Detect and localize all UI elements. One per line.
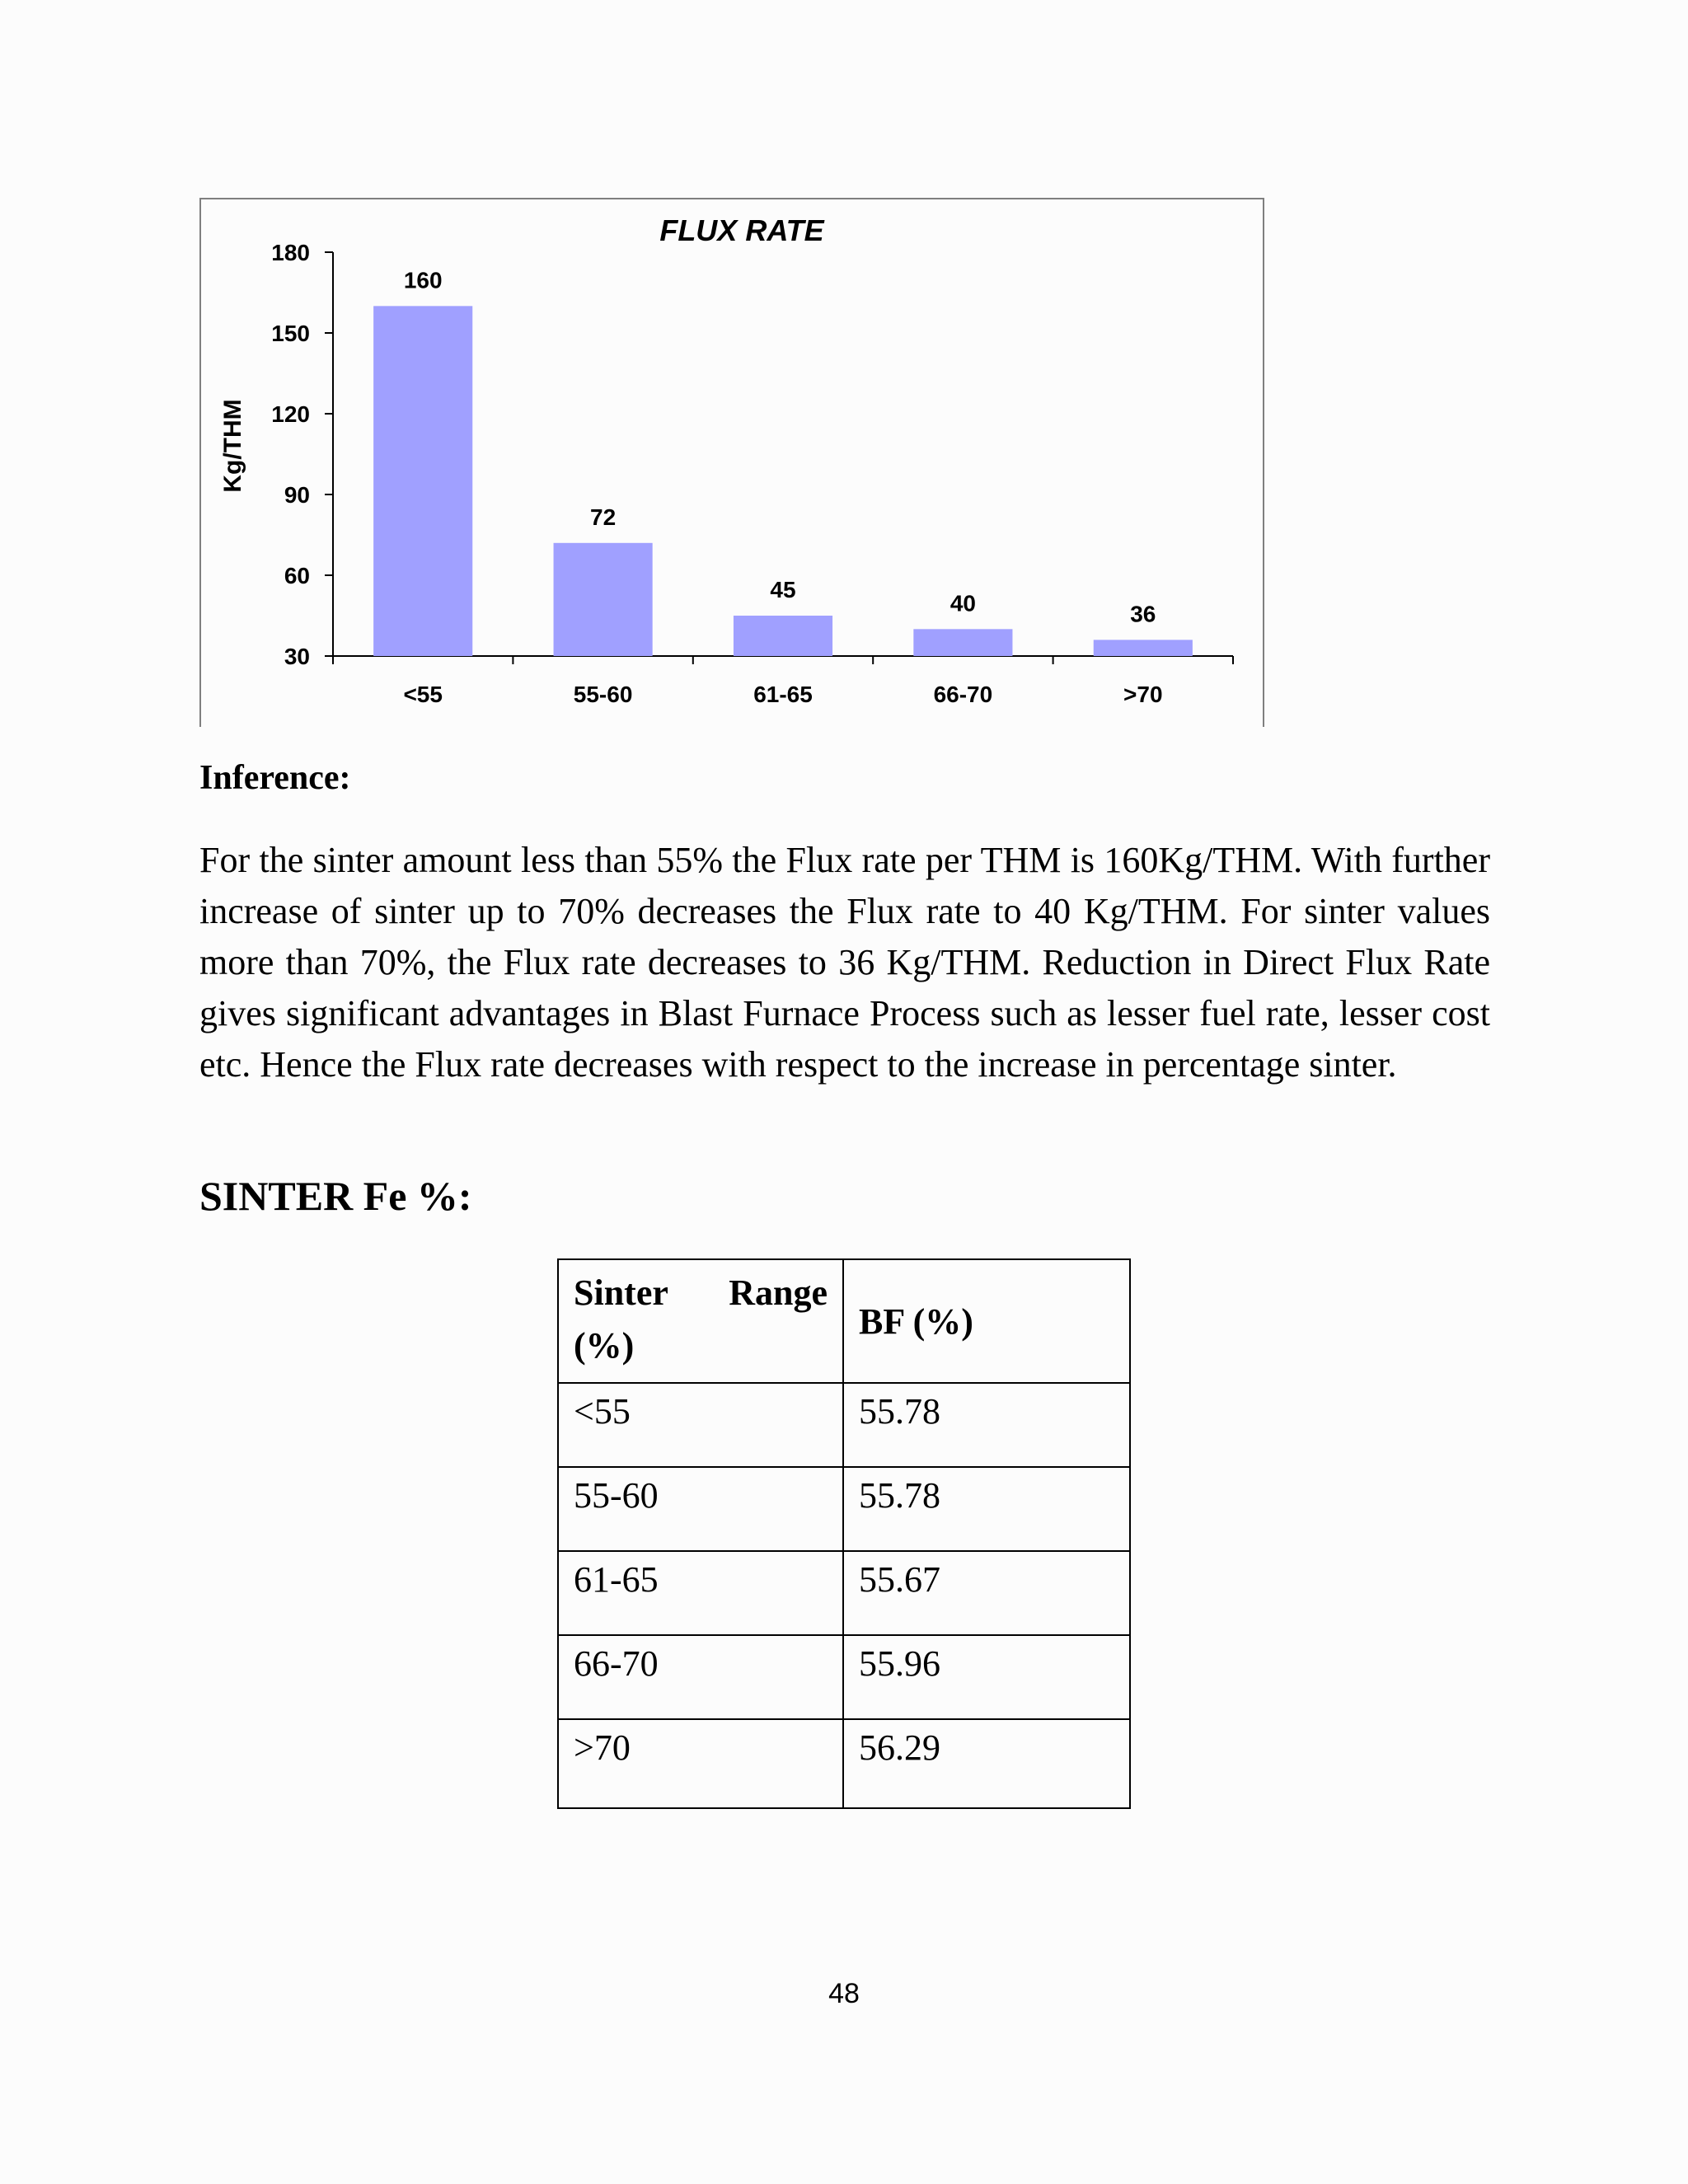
header-bf: BF (%): [843, 1259, 1130, 1383]
y-tick-label: 180: [271, 240, 310, 265]
data-label: 40: [950, 590, 976, 616]
sinter-fe-table: [557, 1258, 1131, 1809]
cell-sinter-range: 66-70: [558, 1635, 843, 1719]
inference-heading: Inference:: [199, 759, 351, 797]
data-label: 72: [590, 504, 617, 530]
page-number: 48: [828, 1978, 860, 2009]
y-axis-label: Kg/THM: [219, 399, 246, 493]
bar: [554, 543, 653, 656]
category-label: >70: [1123, 682, 1163, 707]
header-percent: (%): [574, 1325, 635, 1366]
table-row: [558, 1551, 1130, 1635]
y-tick-label: 120: [271, 401, 310, 427]
cell-bf-percent: 55.78: [843, 1467, 1130, 1551]
category-label: 66-70: [933, 682, 993, 707]
header-range-word: Range: [729, 1272, 828, 1313]
category-label: 55-60: [573, 682, 633, 707]
chart-title: FLUX RATE: [659, 213, 824, 247]
bar: [913, 629, 1012, 656]
bar: [1094, 640, 1193, 656]
bar: [734, 616, 832, 656]
table-row: [558, 1719, 1130, 1808]
category-label: <55: [403, 682, 443, 707]
y-tick-label: 30: [284, 644, 310, 669]
cell-sinter-range: >70: [558, 1719, 843, 1808]
header-sinter-range: [558, 1259, 843, 1383]
table-row: [558, 1383, 1130, 1467]
table-row: [558, 1635, 1130, 1719]
data-label: 45: [770, 577, 796, 602]
data-label: 160: [403, 267, 443, 293]
cell-bf-percent: 56.29: [843, 1719, 1130, 1808]
cell-sinter-range: <55: [558, 1383, 843, 1467]
inference-paragraph: For the sinter amount less than 55% the Flux rate per THM is 160Kg/THM. With further increase of sinter up to 70% decreases the Flux rate to 40 Kg/THM. For sinter values more than 70%, the Flux rate decreases to 36 Kg/THM. Reduction in Direct Flux Rate gives significant advantages in Blast Furnace Process such as lesser fuel rate, lesser cost etc. Hence the Flux rate decreases with respect to the increase in percentage sinter.: [199, 840, 1490, 1085]
cell-sinter-range: 55-60: [558, 1467, 843, 1551]
section-heading: SINTER Fe %:: [199, 1173, 472, 1219]
flux-rate-chart: [0, 0, 1688, 742]
y-tick-label: 60: [284, 563, 310, 588]
cell-bf-percent: 55.78: [843, 1383, 1130, 1467]
data-label: 36: [1130, 601, 1156, 627]
header-sinter-word: Sinter: [574, 1272, 668, 1313]
bar: [373, 306, 472, 656]
cell-bf-percent: 55.96: [843, 1635, 1130, 1719]
cell-bf-percent: 55.67: [843, 1551, 1130, 1635]
category-label: 61-65: [753, 682, 813, 707]
cell-sinter-range: 61-65: [558, 1551, 843, 1635]
y-tick-label: 90: [284, 482, 310, 508]
table-row: [558, 1467, 1130, 1551]
y-tick-label: 150: [271, 321, 310, 346]
table-header-row: [558, 1259, 1130, 1383]
